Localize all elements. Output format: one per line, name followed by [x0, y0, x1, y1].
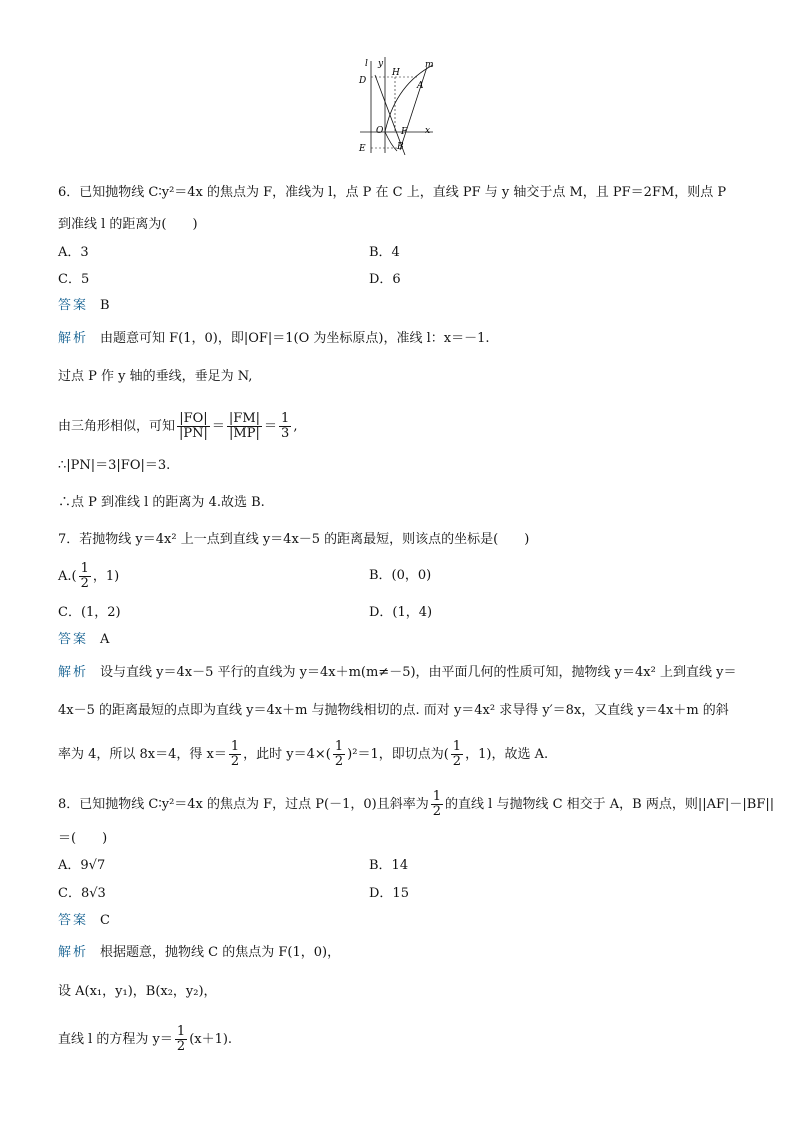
- answer-label: 答案: [58, 298, 89, 313]
- q6-option-c: C．5: [58, 272, 90, 287]
- q7-stem: 7．若抛物线 y＝4x² 上一点到直线 y＝4x－5 的距离最短，则该点的坐标是( ): [58, 532, 530, 547]
- fig-label-l: l: [365, 59, 368, 69]
- fig-label-F: F: [401, 127, 408, 137]
- q6-analysis-1-line: [58, 330, 490, 348]
- fig-label-O: O: [376, 126, 384, 136]
- q6-analysis-5: ∴点 P 到准线 l 的距离为 4.故选 B.: [58, 495, 265, 510]
- q8-option-d: D．15: [369, 886, 409, 901]
- q8-stem-line2: ＝( ): [58, 831, 108, 846]
- fraction: $\frac{1}{2}$: [452, 739, 462, 769]
- q8-option-c: C．8√3: [58, 886, 106, 901]
- fig-label-x: x: [425, 126, 431, 136]
- q7-analysis-1-line: [58, 664, 736, 682]
- q6-analysis-3: 由三角形相似，可知 $\frac{|FO|}{|PN|}$ ＝ $\frac{|FM|}{|MP|}$ ＝ $\frac{1}{3}$ ,: [58, 411, 298, 441]
- q7-analysis-2: 4x－5 的距离最短的点即为直线 y＝4x＋m 与抛物线相切的点. 而对 y＝4x² 求导得 y′＝8x，又直线 y＝4x＋m 的斜: [58, 703, 729, 718]
- answer-label: 答案: [58, 632, 89, 647]
- q6-answer-line: [58, 297, 110, 315]
- fig-label-m: m: [425, 60, 434, 70]
- q6-analysis-1: 由题意可知 F(1，0)，即|OF|＝1(O 为坐标原点)，准线 l：x＝－1.: [100, 331, 490, 346]
- q8-answer-line: [58, 912, 110, 930]
- q8-option-b: B．14: [369, 858, 409, 873]
- q6-stem-line2: 到准线 l 的距离为( ): [58, 217, 198, 232]
- q7-option-c: C．(1，2): [58, 605, 121, 620]
- fig-label-y: y: [378, 59, 384, 69]
- fig-label-D: D: [359, 76, 367, 86]
- q7-analysis-3: 率为 4，所以 8x＝4，得 x＝ $\frac{1}{2}$ ，此时 y＝4×( $\frac{1}{2}$ )²＝1，即切点为( $\frac{1}{2}$ ，1)，故选 A.: [58, 739, 549, 769]
- q6-option-d: D．6: [369, 272, 401, 287]
- parabola-figure: [355, 55, 445, 155]
- fraction: $\frac{1}{3}$: [281, 411, 290, 441]
- q8-stem-line1: 8．已知抛物线 C∶y²＝4x 的焦点为 F，过点 P(－1，0)且斜率为 $\frac{1}{2}$ 的直线 l 与抛物线 C 相交于 A，B 两点，则||AF|－|BF||: [58, 789, 775, 819]
- fraction: $\frac{|FO|}{|PN|}$: [179, 411, 208, 441]
- answer-label: 答案: [58, 913, 89, 928]
- fig-label-E: E: [359, 144, 366, 154]
- q7-option-d: D．(1，4): [369, 605, 433, 620]
- analysis-label: 解析: [58, 945, 89, 960]
- q7-option-b: B．(0，0): [369, 568, 432, 583]
- analysis-label: 解析: [58, 331, 89, 346]
- analysis-label: 解析: [58, 665, 89, 680]
- q6-analysis-3-pre: 由三角形相似，可知: [58, 419, 176, 434]
- q6-analysis-2: 过点 P 作 y 轴的垂线，垂足为 N,: [58, 369, 253, 384]
- fig-label-H: H: [392, 68, 400, 78]
- q8-analysis-1: 根据题意，抛物线 C 的焦点为 F(1，0)，: [100, 945, 341, 960]
- q8-answer: C: [100, 913, 110, 928]
- fraction: $\frac{1}{2}$: [230, 739, 240, 769]
- q7-answer-line: [58, 631, 109, 649]
- fraction: $\frac{1}{2}$: [80, 561, 89, 591]
- q6-option-b: B．4: [369, 245, 400, 260]
- fig-label-B: B: [397, 142, 404, 152]
- fig-label-A: A: [417, 81, 424, 91]
- q6-option-a: A．3: [58, 245, 89, 260]
- q8-option-a: A．9√7: [58, 858, 106, 873]
- fraction: $\frac{1}{2}$: [176, 1024, 186, 1054]
- q7-analysis-1: 设与直线 y＝4x－5 平行的直线为 y＝4x＋m(m≠－5)，由平面几何的性质可知，抛物线 y＝4x² 上到直线 y＝: [100, 665, 737, 680]
- fraction: $\frac{1}{2}$: [334, 739, 344, 769]
- q6-stem-line1: 6．已知抛物线 C∶y²＝4x 的焦点为 F，准线为 l，点 P 在 C 上，直线 PF 与 y 轴交于点 M，且 PF＝2FM，则点 P: [58, 185, 727, 200]
- q8-analysis-2: 设 A(x₁，y₁)，B(x₂，y₂)，: [58, 984, 217, 999]
- q6-analysis-4: ∴|PN|＝3|FO|＝3.: [58, 458, 171, 473]
- q7-answer: A: [100, 632, 110, 647]
- fraction: $\frac{1}{2}$: [432, 789, 442, 819]
- q6-answer: B: [100, 298, 110, 313]
- fraction: $\frac{|FM|}{|MP|}$: [228, 411, 261, 441]
- q8-analysis-3: 直线 l 的方程为 y＝ $\frac{1}{2}$ (x＋1).: [58, 1024, 233, 1054]
- q7-option-a: A.( $\frac{1}{2}$ ，1): [58, 561, 120, 591]
- q8-analysis-1-line: [58, 944, 340, 962]
